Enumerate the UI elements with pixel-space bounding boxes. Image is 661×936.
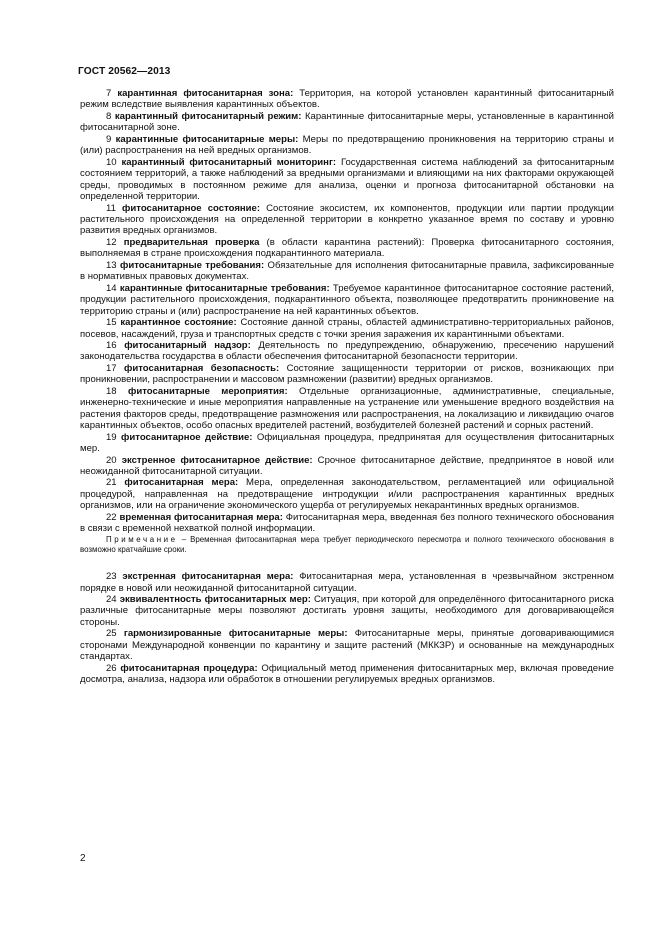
term-number: 22 [106, 511, 117, 523]
term-definition: Требуемое карантинное фитосанитарное состояние растений, продукции растительного происхождения, подкарантинного объекта, позволяющее предотвратить проникновение на территорию страны и (или) распространение на ней карантинных объектов. [80, 282, 615, 317]
term-title: фитосанитарная мера: [124, 477, 239, 489]
note-label: Примечание [106, 534, 178, 544]
term-entry [80, 88, 614, 111]
term-title: гармонизированные фитосанитарные меры: [123, 628, 348, 640]
term-entry [80, 283, 614, 317]
term-number: 24 [106, 593, 117, 605]
term-definition: Состояние экосистем, их компонентов, продукции или партии продукции растительного происхождения на определенной территории в конкретно указанное время по составу и уровню развития вредных организмов. [80, 202, 614, 237]
term-definition: Мера, определенная законодательством, регламентацией или официальной процедурой, направленная на предотвращение интродукции и/или распространения карантинных вредных организмов, или на ограничение экономического ущерба от регулируемых некарантинных вредных организмов. [80, 477, 614, 512]
term-entry [80, 260, 614, 283]
term-entry [80, 203, 614, 237]
page-number: 2 [80, 853, 86, 864]
term-definition: Государственная система наблюдений за фитосанитарным состоянием территорий, а также наблюдений за вредными организмами и влияющими на них факторами окружающей среды, проводимых в постоянном режиме для анализа, оценки и прогноза фитосанитарной обстановки на определенной территории. [80, 156, 615, 203]
note-paragraph [80, 535, 614, 555]
term-title: фитосанитарное состояние: [122, 202, 261, 214]
term-definition: Карантинные фитосанитарные меры, установленные в карантинной фитосанитарной зоне. [80, 110, 614, 134]
term-title: фитосанитарные мероприятия: [128, 385, 288, 397]
term-number: 9 [106, 133, 112, 145]
note-text: – Временная фитосанитарная мера требует периодического пересмотра и полного технического обоснования в возможно кратчайшие сроки. [80, 534, 614, 554]
term-definition: Меры по предотвращению проникновения на территорию страны и (или) распространения на ней вредных организмов. [80, 133, 615, 157]
term-entry [80, 317, 614, 340]
term-title: карантинные фитосанитарные требования: [119, 282, 330, 294]
term-number: 12 [106, 236, 117, 248]
term-definition: Территория, на которой установлен карантинный фитосанитарный режим вследствие выявления карантинных объектов. [80, 88, 614, 111]
term-number: 15 [106, 317, 117, 329]
term-entry [80, 237, 614, 260]
term-number: 16 [106, 339, 117, 351]
term-definition: Официальный метод применения фитосанитарных мер, включая проведение досмотра, анализа, надзора или обработок в отношении регулируемых вредных организмов. [80, 662, 614, 686]
term-title: временная фитосанитарная мера: [119, 511, 283, 523]
terms-list [80, 88, 614, 686]
term-number: 18 [106, 385, 117, 397]
term-entry [80, 512, 614, 535]
term-definition: Состояние данной страны, областей административно-территориальных районов, посевов, насаждений, груза и транспортных средств с точки зрения заражения их карантинными объектами. [80, 317, 615, 340]
term-entry [80, 134, 614, 157]
term-entry [80, 340, 614, 363]
term-number: 10 [106, 156, 117, 168]
term-number: 17 [106, 362, 117, 374]
term-number: 8 [106, 110, 112, 122]
term-title: карантинная фитосанитарная зона: [117, 88, 294, 99]
term-entry [80, 455, 614, 478]
term-number: 20 [106, 454, 117, 466]
term-number: 14 [106, 282, 117, 294]
term-title: фитосанитарная процедура: [120, 662, 258, 674]
term-definition: Фитосанитарная мера, установленная в чрезвычайном экстренном порядке в новой или неожиданной фитосанитарной ситуации. [80, 571, 614, 594]
term-definition: Деятельность по предупреждению, обнаружению, пресечению нарушений законодательства государства в области обеспечения фитосанитарной безопасности территории. [80, 339, 614, 363]
term-definition: Ситуация, при которой для определённого фитосанитарного риска различные фитосанитарные меры позволяют достигать уровня защиты, необходимого для договаривающейся стороны. [80, 593, 614, 628]
term-definition: Фитосанитарные меры, принятые договаривающимися сторонами Международной конвенции по карантину и защите растений (МККЗР) и основанные на международных стандартах. [80, 628, 614, 663]
term-title: фитосанитарное действие: [121, 431, 253, 443]
term-entry [80, 386, 614, 432]
term-title: экстренная фитосанитарная мера: [122, 571, 294, 583]
term-entry [80, 594, 614, 628]
term-number: 21 [106, 477, 117, 489]
term-entry [80, 628, 614, 662]
term-entry [80, 571, 614, 594]
term-title: карантинный фитосанитарный мониторинг: [121, 156, 337, 168]
term-entry [80, 477, 614, 511]
term-title: экстренное фитосанитарное действие: [121, 454, 313, 466]
term-entry [80, 363, 614, 386]
term-definition: Официальная процедура, предпринятая для осуществления фитосанитарных мер. [80, 431, 615, 455]
document-header: ГОСТ 20562—2013 [78, 66, 171, 77]
term-title: карантинное состояние: [120, 317, 237, 329]
term-title: фитосанитарная безопасность: [124, 362, 280, 374]
term-definition: Состояние защищенности территории от рисков, возникающих при проникновении, распространении и массовом размножении (развитии) вредных организмов. [80, 362, 614, 386]
term-title: карантинный фитосанитарный режим: [114, 110, 302, 122]
term-entry [80, 111, 614, 134]
terms-group-top [80, 88, 614, 535]
term-entry [80, 157, 614, 203]
term-number: 23 [106, 571, 117, 583]
term-number: 13 [106, 259, 117, 271]
term-title: предварительная проверка [123, 236, 260, 248]
term-number: 19 [106, 431, 117, 443]
term-definition: Отдельные организационные, административные, специальные, инженерно-технические и иные мероприятия направленные на устранение или уменьшение вредного воздействия на растения факторов среды, предотвращение размножения или распространения, на локализацию и ликвидацию очагов карантинных объектов, особо опасных вредителей растений, возбудителей болезней растений и сорных растений. [80, 385, 615, 432]
section-gap [80, 555, 614, 571]
term-number: 11 [106, 202, 116, 214]
term-title: фитосанитарные требования: [120, 259, 265, 271]
term-definition: Фитосанитарная мера, введенная без полного технического обоснования в связи с временной нехваткой полной информации. [80, 511, 614, 535]
term-definition: (в области карантина растений): Проверка фитосанитарного состояния, выполняемая в стране происхождения подкарантинного материала. [80, 236, 614, 260]
term-definition: Обязательные для исполнения фитосанитарные правила, зафиксированные в нормативных правовых документах. [80, 259, 615, 283]
term-title: карантинные фитосанитарные меры: [115, 133, 299, 145]
terms-group-bottom [80, 571, 614, 686]
term-number: 26 [106, 662, 117, 674]
term-definition: Срочное фитосанитарное действие, предпринятое в новой или неожиданной фитосанитарной ситуации. [80, 454, 614, 477]
term-number: 7 [106, 88, 112, 99]
term-entry [80, 432, 614, 455]
term-title: фитосанитарный надзор: [124, 339, 251, 351]
term-title: эквивалентность фитосанитарных мер: [119, 593, 311, 605]
term-number: 25 [106, 628, 117, 640]
term-entry [80, 663, 614, 686]
